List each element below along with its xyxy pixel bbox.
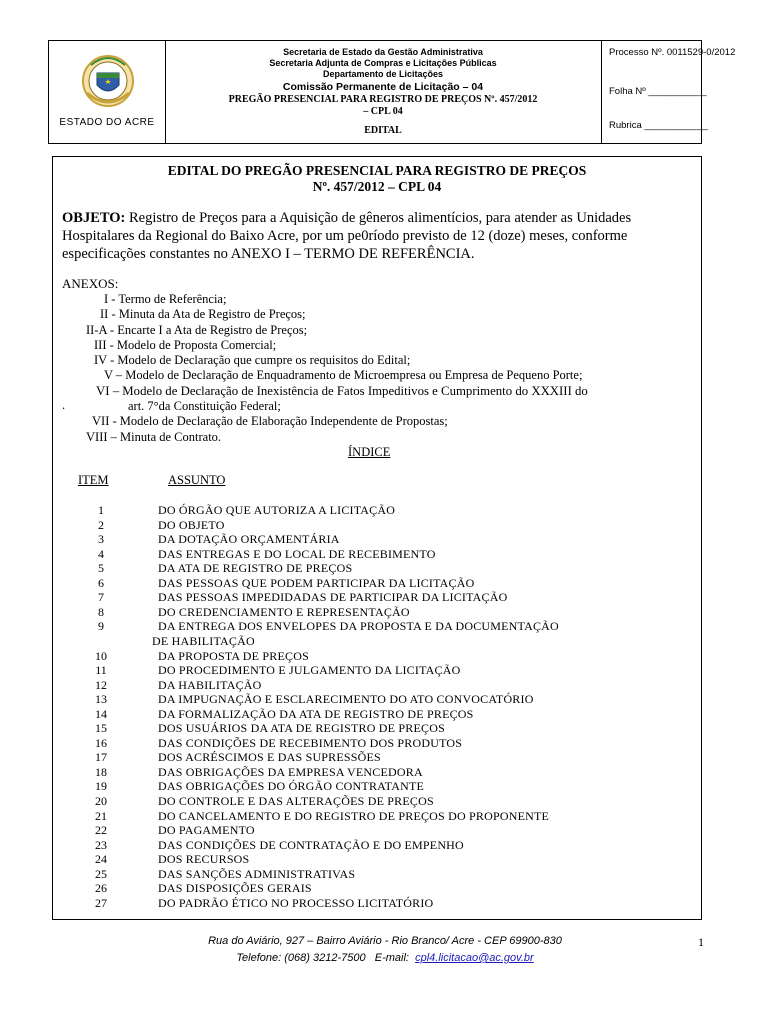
- indice-item-number: 11: [95, 663, 107, 678]
- anexo-item: I - Termo de Referência;: [104, 292, 227, 306]
- indice-item-title: DO ÓRGÃO QUE AUTORIZA A LICITAÇÃO: [158, 503, 396, 517]
- indice-item-title: DA PROPOSTA DE PREÇOS: [158, 648, 309, 663]
- anexo-item: V – Modelo de Declaração de Enquadramento de Microempresa ou Empresa de Pequeno Porte;: [104, 368, 583, 382]
- header-process-cell: [602, 41, 736, 143]
- header-seal-cell: [49, 41, 166, 143]
- indice-item-title: DO CREDENCIAMENTO E REPRESENTAÇÃO: [158, 604, 410, 619]
- anexos-heading: ANEXOS:: [62, 276, 119, 291]
- indice-item-number: 17: [95, 750, 107, 765]
- document-title: EDITAL DO PREGÃO PRESENCIAL PARA REGISTRO DE PREÇOS: [167, 163, 587, 178]
- header-title-cell: [165, 41, 602, 143]
- indice-item-number: 18: [95, 764, 107, 779]
- footer-email-link[interactable]: cpl4.licitacao@ac.gov.br: [415, 952, 534, 964]
- indice-item-number: 20: [95, 794, 107, 808]
- indice-item-title: DO CANCELAMENTO E DO REGISTRO DE PREÇOS DO PROPONENTE: [158, 808, 550, 823]
- indice-item-title: DAS DISPOSIÇÕES GERAIS: [158, 881, 312, 896]
- objeto-line-1: Registro de Preços para a Aquisição de gêneros alimentícios, para atender as Unidades: [129, 210, 632, 226]
- indice-item-number: 3: [98, 532, 104, 547]
- footer-contact: [0, 952, 770, 964]
- indice-item-title: DA ATA DE REGISTRO DE PREÇOS: [158, 561, 353, 576]
- indice-item-number: 7: [98, 590, 104, 605]
- indice-item-number: 21: [95, 808, 107, 823]
- col-item-header: ITEM: [78, 473, 109, 487]
- indice-item-number: 1: [98, 503, 104, 517]
- indice-item-title: DO CONTROLE E DAS ALTERAÇÕES DE PREÇOS: [158, 794, 434, 808]
- objeto-line-3: especificações constantes no ANEXO I – TERMO DE REFERÊNCIA.: [62, 246, 475, 262]
- indice-item-number: 23: [95, 837, 107, 852]
- anexo-item: VI – Modelo de Declaração de Inexistência de Fatos Impeditivos e Cumprimento do XXXIII do: [96, 384, 588, 398]
- anexo-dot: .: [62, 398, 66, 412]
- indice-item-number: 25: [95, 866, 107, 881]
- indice-item-title: DAS OBRIGAÇÕES DA EMPRESA VENCEDORA: [158, 764, 423, 779]
- footer-phone: Telefone: (068) 3212-7500 E-mail:: [236, 952, 416, 964]
- indice-item-title: DAS CONDIÇÕES DE RECEBIMENTO DOS PRODUTOS: [158, 735, 463, 750]
- indice-item-number: 10: [95, 648, 107, 663]
- indice-item-title: DO PAGAMENTO: [158, 823, 255, 838]
- indice-item-number: 15: [95, 721, 107, 736]
- anexo-item: II-A - Encarte I a Ata de Registro de Preços;: [86, 323, 308, 337]
- indice-item-title: DAS ENTREGAS E DO LOCAL DE RECEBIMENTO: [158, 546, 436, 561]
- anexo-item: IV - Modelo de Declaração que cumpre os requisitos do Edital;: [94, 353, 411, 367]
- indice-item-title: DO PROCEDIMENTO E JULGAMENTO DA LICITAÇÃO: [158, 663, 461, 678]
- anexo-item: VII - Modelo de Declaração de Elaboração Independente de Propostas;: [92, 414, 448, 428]
- indice-item-title: DAS PESSOAS IMPEDIDADAS DE PARTICIPAR DA LICITAÇÃO: [158, 590, 508, 605]
- objeto-paragraph: [62, 209, 688, 263]
- indice-item-number: 24: [95, 852, 107, 867]
- indice-item-title: DA DOTAÇÃO ORÇAMENTÁRIA: [158, 532, 340, 547]
- indice-item-title: DA HABILITAÇÃO: [158, 677, 262, 692]
- indice-item-title: DE HABILITAÇÃO: [152, 633, 255, 648]
- indice-item-title: DAS CONDIÇÕES DE CONTRATAÇÃO E DO EMPENHO: [158, 837, 464, 852]
- indice-item-title: DO OBJETO: [158, 517, 225, 532]
- indice-item-number: 2: [98, 517, 104, 532]
- anexo-item: VIII – Minuta de Contrato.: [86, 430, 222, 444]
- indice-item-number: 5: [98, 561, 104, 576]
- indice-item-number: 26: [95, 881, 107, 896]
- document-subtitle: Nº. 457/2012 – CPL 04: [312, 179, 442, 194]
- indice-item-number: 16: [95, 735, 107, 750]
- indice-item-number: 6: [98, 575, 104, 590]
- indice-item-number: 27: [95, 895, 107, 910]
- indice-item-title: DO PADRÃO ÉTICO NO PROCESSO LICITATÓRIO: [158, 895, 434, 910]
- col-assunto-header: ASSUNTO: [168, 473, 226, 487]
- cpl-line: – CPL 04: [363, 106, 403, 117]
- indice-item-title: DAS OBRIGAÇÕES DO ÓRGÃO CONTRATANTE: [158, 779, 425, 794]
- page-number: 1: [698, 935, 704, 949]
- anexo-item: III - Modelo de Proposta Comercial;: [94, 338, 277, 352]
- indice-item-number: 13: [95, 692, 107, 707]
- anexo-item: II - Minuta da Ata de Registro de Preços;: [100, 307, 306, 321]
- secretaria-adjunta-line: Secretaria Adjunta de Compras e Licitações Públicas: [269, 58, 497, 68]
- indice-item-title: DA IMPUGNAÇÃO E ESCLARECIMENTO DO ATO CONVOCATÓRIO: [158, 692, 534, 707]
- footer-address: Rua do Aviário, 927 – Bairro Aviário - Rio Branco/ Acre - CEP 69900-830: [208, 935, 562, 947]
- secretaria-line: Secretaria de Estado da Gestão Administrativa: [283, 47, 483, 57]
- indice-item-number: 9: [98, 619, 104, 634]
- departamento-line: Departamento de Licitações: [322, 69, 444, 79]
- anexo-item-continuation: art. 7°da Constituição Federal;: [128, 399, 281, 413]
- folha-field: Folha Nº ___________: [609, 86, 707, 97]
- indice-item-number: 12: [95, 677, 107, 692]
- indice-item-title: DOS RECURSOS: [158, 852, 250, 867]
- indice-item-title: DAS PESSOAS QUE PODEM PARTICIPAR DA LICITAÇÃO: [158, 575, 475, 590]
- indice-item-number: 19: [95, 779, 107, 794]
- indice-heading: ÍNDICE: [348, 445, 391, 459]
- indice-item-title: DOS ACRÉSCIMOS E DAS SUPRESSÕES: [158, 750, 381, 765]
- indice-item-number: 8: [98, 604, 104, 619]
- processo-number: Processo Nº. 0011529-0/2012: [609, 47, 736, 58]
- indice-item-title: DA FORMALIZAÇÃO DA ATA DE REGISTRO DE PREÇOS: [158, 706, 474, 721]
- indice-item-number: 4: [98, 546, 104, 561]
- indice-item-title: DA ENTREGA DOS ENVELOPES DA PROPOSTA E DA DOCUMENTAÇÃO: [158, 619, 559, 634]
- state-label: ESTADO DO ACRE: [59, 117, 155, 128]
- objeto-label: OBJETO:: [62, 210, 126, 226]
- pregao-line: PREGÃO PRESENCIAL PARA REGISTRO DE PREÇOS Nº. 457/2012: [228, 94, 538, 105]
- rubrica-field: Rubrica ____________: [609, 120, 708, 131]
- coat-of-arms-icon: [81, 53, 135, 111]
- comissao-line: Comissão Permanente de Licitação – 04: [282, 81, 484, 93]
- objeto-line-2: Hospitalares da Regional do Baixo Acre, por um pe0ríodo previsto de 12 (doze) meses, conforme: [62, 228, 628, 244]
- document-header: [48, 40, 736, 144]
- indice-item-title: DOS USUÁRIOS DA ATA DE REGISTRO DE PREÇOS: [158, 721, 445, 736]
- edital-label: EDITAL: [364, 125, 402, 136]
- indice-item-number: 14: [95, 706, 107, 721]
- indice-item-title: DAS SANÇÕES ADMINISTRATIVAS: [158, 866, 356, 881]
- indice-item-number: 22: [95, 823, 107, 838]
